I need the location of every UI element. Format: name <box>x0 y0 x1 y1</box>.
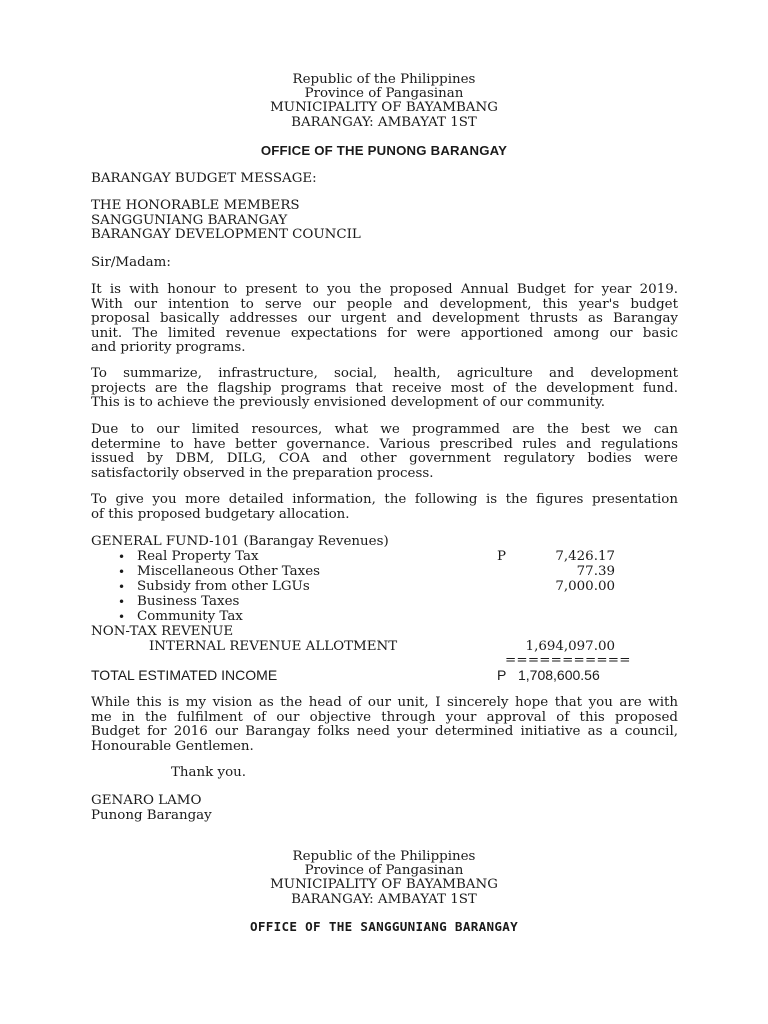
ira-amount: 1,694,097.00 <box>525 639 615 654</box>
paragraph-line: satisfactorily observed in the preparation process. <box>91 465 434 481</box>
bullet-icon: • <box>118 565 126 579</box>
budget-item-amount: 77.39 <box>576 564 615 579</box>
non-tax-heading: NON-TAX REVENUE <box>91 624 234 639</box>
paragraph-line: This is to achieve the previously envisioned development of our community. <box>91 395 606 411</box>
addressee-line: BARANGAY DEVELOPMENT COUNCIL <box>91 227 361 243</box>
republic-line: Republic of the Philippines <box>292 849 476 864</box>
paragraph-line: determine to have better governance. Various prescribed rules and regulations <box>91 436 678 452</box>
addressee-line: SANGGUNIANG BARANGAY <box>91 212 288 228</box>
paragraph-line: proposal basically addresses our urgent and development thrusts as Barangay <box>91 311 678 327</box>
paragraph-line: projects are the flagship programs that receive most of the development fund. <box>91 380 678 396</box>
letterhead-bottom <box>0 850 768 907</box>
paragraph-line: To give you more detailed information, the following is the figures presentation <box>91 492 678 507</box>
budget-item-label: Subsidy from other LGUs <box>137 579 310 594</box>
budget-item-label: Real Property Tax <box>137 549 259 564</box>
republic-line: Republic of the Philippines <box>292 72 476 87</box>
paragraph-line: and priority programs. <box>91 340 246 356</box>
total-label: TOTAL ESTIMATED INCOME <box>91 667 278 683</box>
letterhead-top <box>0 73 768 130</box>
paragraph-line: Budget for 2016 our Barangay folks need your determined initiative as a council, <box>91 724 678 740</box>
bullet-icon: • <box>118 595 126 609</box>
paragraph-line: of this proposed budgetary allocation. <box>91 506 350 522</box>
paragraph-line: unit. The limited revenue expectations for were apportioned among our basic <box>91 325 678 341</box>
signatory-block <box>91 794 678 823</box>
municipality-line: MUNICIPALITY OF BAYAMBANG <box>270 877 498 893</box>
total-currency: P <box>497 667 507 683</box>
closing-line: Thank you. <box>171 765 247 780</box>
budget-row <box>0 610 768 625</box>
budget-row <box>0 580 768 595</box>
paragraph-line: While this is my vision as the head of our unit, I sincerely hope that you are with <box>91 695 678 710</box>
paragraph-intro <box>91 283 678 356</box>
bullet-icon: • <box>118 550 126 564</box>
total-separator: =========== <box>505 653 631 668</box>
budget-row <box>0 565 768 580</box>
municipality-line: MUNICIPALITY OF BAYAMBANG <box>270 100 498 116</box>
province-line: Province of Pangasinan <box>304 86 464 102</box>
bullet-icon: • <box>118 610 126 624</box>
paragraph-vision <box>91 696 678 754</box>
fund-heading: GENERAL FUND-101 (Barangay Revenues) <box>91 534 389 549</box>
budget-item-amount: 7,426.17 <box>555 549 615 564</box>
paragraph-summary <box>91 367 678 411</box>
paragraph-line: me in the fulfilment of our objective through your approval of this proposed <box>91 709 678 725</box>
paragraph-line: Honourable Gentlemen. <box>91 738 254 754</box>
budget-item-label: Community Tax <box>137 609 243 624</box>
budget-row <box>0 550 768 565</box>
budget-item-amount: 7,000.00 <box>555 579 615 594</box>
paragraph-figures <box>91 493 678 522</box>
addressee-block <box>91 199 678 243</box>
office-title-bottom: OFFICE OF THE SANGGUNIANG BARANGAY <box>250 919 518 934</box>
budget-row <box>0 640 768 655</box>
paragraph-line: issued by DBM, DILG, COA and other government regulatory bodies were <box>91 451 678 467</box>
paragraph-line: To summarize, infrastructure, social, health, agriculture and development <box>91 366 678 381</box>
barangay-line: BARANGAY: AMBAYAT 1ST <box>291 114 477 130</box>
currency-symbol: P <box>497 549 507 564</box>
message-title: BARANGAY BUDGET MESSAGE: <box>91 171 317 186</box>
office-title: OFFICE OF THE PUNONG BARANGAY <box>260 143 508 158</box>
budget-item-label: Miscellaneous Other Taxes <box>137 564 320 579</box>
signatory-title: Punong Barangay <box>91 807 212 823</box>
total-row <box>0 668 768 684</box>
paragraph-line: It is with honour to present to you the proposed Annual Budget for year 2019. <box>91 282 678 297</box>
addressee-line: THE HONORABLE MEMBERS <box>91 198 300 213</box>
salutation: Sir/Madam: <box>91 255 171 270</box>
ira-label: INTERNAL REVENUE ALLOTMENT <box>149 639 398 654</box>
paragraph-resources <box>91 423 678 481</box>
paragraph-line: Due to our limited resources, what we programmed are the best we can <box>91 422 678 437</box>
barangay-line: BARANGAY: AMBAYAT 1ST <box>291 891 477 907</box>
bullet-icon: • <box>118 580 126 594</box>
paragraph-line: With our intention to serve our people and development, this year's budget <box>91 296 678 312</box>
total-amount: 1,708,600.56 <box>518 667 600 683</box>
budget-row <box>0 595 768 610</box>
signatory-name: GENARO LAMO <box>91 793 202 808</box>
budget-item-label: Business Taxes <box>137 594 240 609</box>
province-line: Province of Pangasinan <box>304 863 464 879</box>
budget-table <box>0 535 768 685</box>
